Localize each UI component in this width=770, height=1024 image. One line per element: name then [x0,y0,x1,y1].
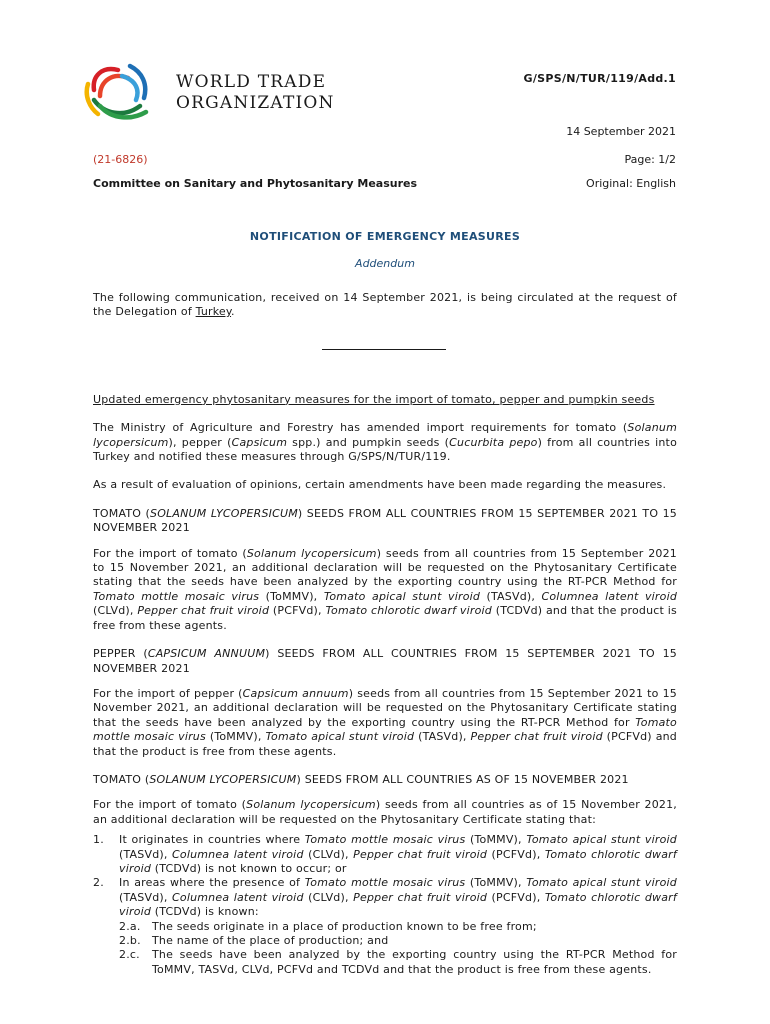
org-name-line1: WORLD TRADE [176,72,327,92]
pepper-heading: PEPPER (CAPSICUM ANNUUM) SEEDS FROM ALL COUNTRIES FROM 15 SEPTEMBER 2021 TO 15 NOVEMBER 2021 [93,647,677,675]
page-number: Page: 1/2 [624,153,676,166]
sub-list-item: 2.b. The name of the place of production; and [119,934,389,947]
list-item: 1. It originates in countries where Tomato mottle mosaic virus (ToMMV), Tomato apical stunt viroid (TASVd), Columnea latent viroid (CLVd), Pepper chat fruit viroid (PCFVd), Tomato chlorotic dwarf viroid (TCDVd) is not known to occur; or [93,833,677,875]
intro-paragraph [93,291,677,320]
member-name: Turkey [195,305,232,319]
document-reference: (21-6826) [93,153,148,166]
intro-end: . [231,305,235,319]
pepper-paragraph: For the import of pepper (Capsicum annuum) seeds from all countries from 15 September 2021 to 15 November 2021, an additional declaration will be requested on the Phytosanitary Certificate stating that the seeds have been analyzed by the exporting country using the RT-PCR Method for Tomato mottle mosaic virus (ToMMV), Tomato apical stunt viroid (TASVd), Pepper chat fruit viroid (PCFVd) and that the product is free from these agents. [93,686,677,758]
document-symbol: G/SPS/N/TUR/119/Add.1 [523,72,676,85]
sub-list [119,920,677,978]
wto-logo-icon [84,58,156,128]
tomato-paragraph-1: For the import of tomato (Solanum lycopersicum) seeds from all countries from 15 September 2021 to 15 November 2021, an additional declaration will be requested on the Phytosanitary Certificate stating that the seeds have been analyzed by the exporting country using the RT-PCR Method for Tomato mottle mosaic virus (ToMMV), Tomato apical stunt viroid (TASVd), Columnea latent viroid (CLVd), Pepper chat fruit viroid (PCFVd), Tomato chlorotic dwarf viroid (TCDVd) and that the product is free from these agents. [93,546,678,632]
list-item: 2. In areas where the presence of Tomato mottle mosaic virus (ToMMV), Tomato apical stunt viroid (TASVd), Columnea latent viroid (CLVd), Pepper chat fruit viroid (PCFVd), Tomato chlorotic dwarf viroid (TCDVd) is known: 2.a. The seeds originate in a place of production known to be free from; 2.b. The name of the place of production; and 2.c. The seeds have been analyzed by the exporting country using the RT-PCR Method for ToMMV, TASVd, CLVd, PCFVd and TCDVd and that the product is free from these agents. [93,876,677,976]
committee-name: Committee on Sanitary and Phytosanitary Measures [93,177,418,190]
page-subtitle: Addendum [355,257,415,270]
tomato-heading-2: TOMATO (SOLANUM LYCOPERSICUM) SEEDS FROM ALL COUNTRIES AS OF 15 NOVEMBER 2021 [93,772,629,786]
section-heading: Updated emergency phytosanitary measures for the import of tomato, pepper and pumpkin seeds [93,392,655,406]
org-name-line2: ORGANIZATION [176,93,335,113]
sub-list-item: 2.c. The seeds have been analyzed by the exporting country using the RT-PCR Method for ToMMV, TASVd, CLVd, PCFVd and TCDVd and that the product is free from these agents. [119,948,677,976]
ministry-paragraph: The Ministry of Agriculture and Forestry has amended import requirements for tomato (Solanum lycopersicum), pepper (Capsicum spp.) and pumpkin seeds (Cucurbita pepo) from all countries into Turkey and notified these measures through G/SPS/N/TUR/119. [93,421,678,464]
sub-list-item: 2.a. The seeds originate in a place of production known to be free from; [119,919,537,933]
page-title: NOTIFICATION OF EMERGENCY MEASURES [249,230,521,243]
original-language: Original: English [586,177,676,190]
intro-text: The following communication, received on 14 September 2021, is being circulated at the request of the Delegation of [93,291,677,319]
document-body [93,291,677,977]
result-paragraph: As a result of evaluation of opinions, certain amendments have been made regarding the measures. [93,478,667,492]
tomato-heading-1: TOMATO (SOLANUM LYCOPERSICUM) SEEDS FROM ALL COUNTRIES FROM 15 SEPTEMBER 2021 TO 15 NOVEMBER 2021 [93,506,677,535]
tomato-paragraph-2: For the import of tomato (Solanum lycopersicum) seeds from all countries as of 15 November 2021, an additional declaration will be requested on the Phytosanitary Certificate stating that: [93,798,677,826]
organization-name [176,72,335,114]
document-date: 14 September 2021 [566,125,676,138]
requirements-list [93,833,677,977]
